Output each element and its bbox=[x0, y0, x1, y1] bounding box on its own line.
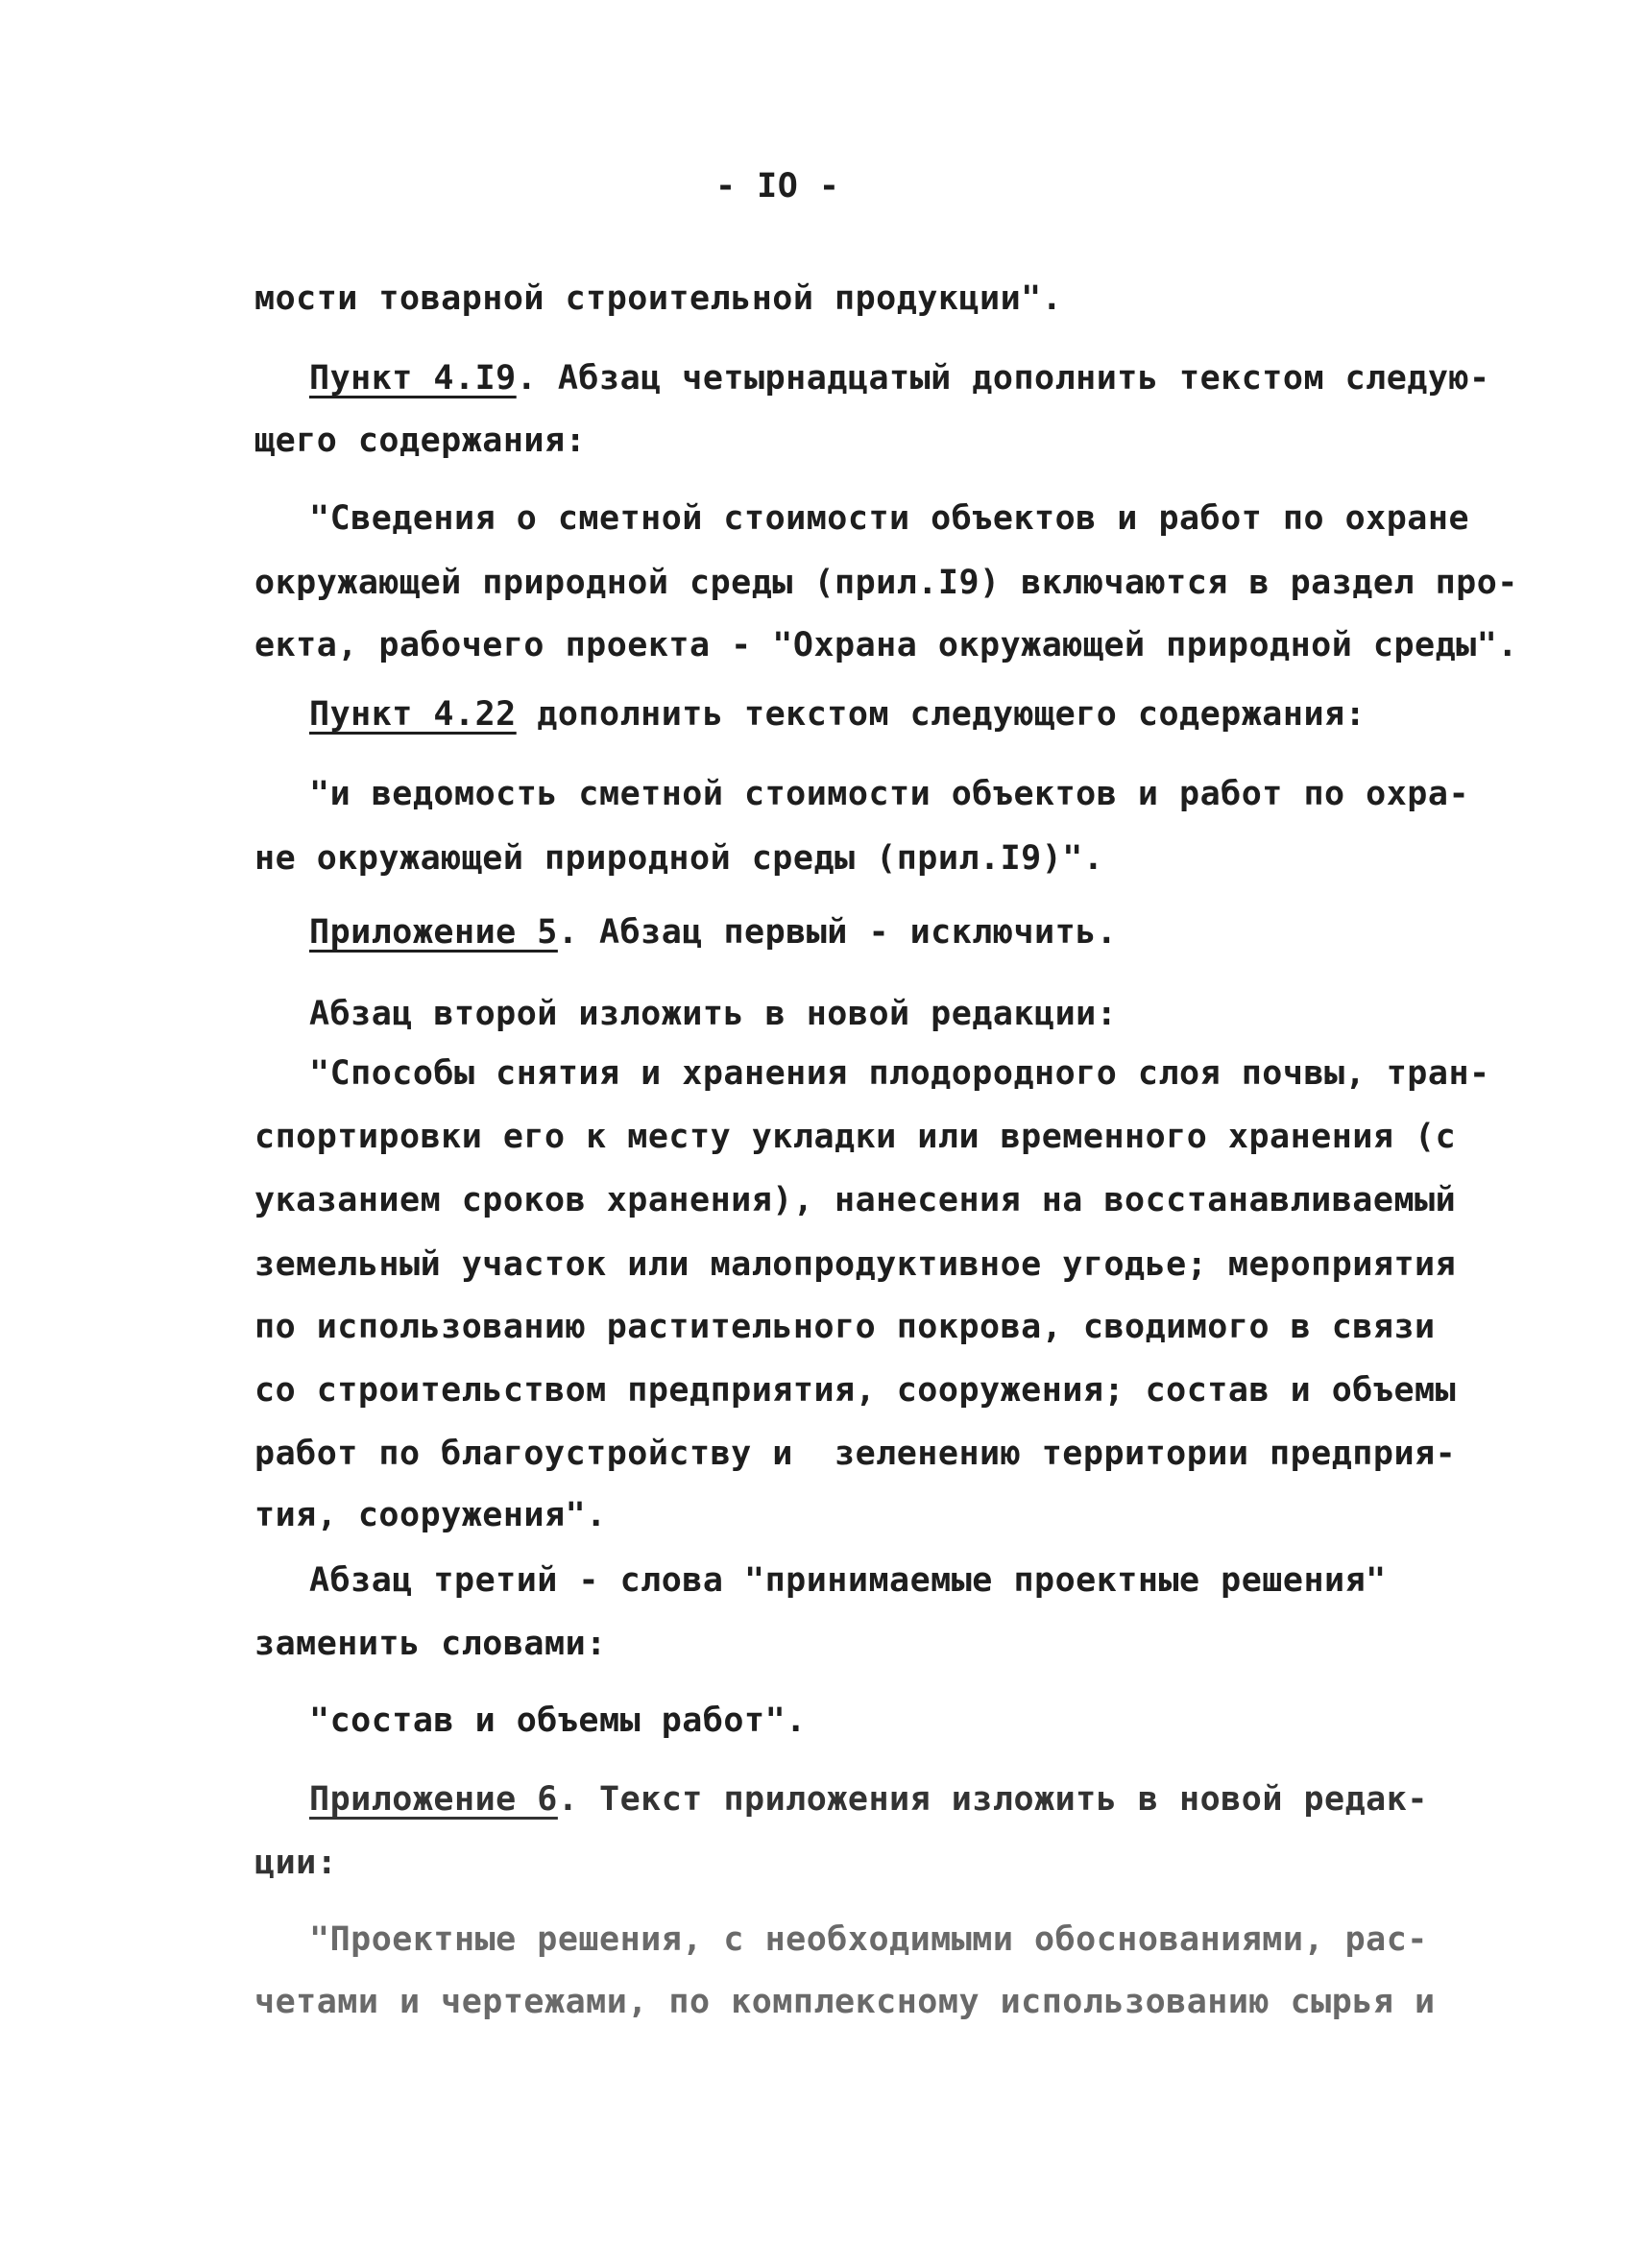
text-line-remainder: . Абзац четырнадцатый дополнить текстом следую- bbox=[516, 359, 1490, 398]
text-line-remainder: . Абзац первый - исключить. bbox=[557, 913, 1118, 952]
section-reference-appendix-6: Приложение 6 bbox=[309, 1780, 558, 1819]
text-line: Абзац второй изложить в новой редакции: bbox=[309, 995, 1118, 1033]
text-line: екта, рабочего проекта - "Охрана окружающей природной среды". bbox=[254, 626, 1518, 664]
text-line: Абзац третий - слова "принимаемые проектные решения" bbox=[309, 1561, 1387, 1600]
text-line: четами и чертежами, по комплексному использованию сырья и bbox=[254, 1983, 1436, 2021]
text-line: окружающей природной среды (прил.I9) включаются в раздел про- bbox=[254, 564, 1518, 602]
section-reference-4-19: Пункт 4.I9 bbox=[309, 359, 517, 398]
text-line: по использованию растительного покрова, сводимого в связи bbox=[254, 1308, 1436, 1346]
section-reference-4-22: Пункт 4.22 bbox=[309, 695, 517, 734]
text-line: тия, сооружения". bbox=[254, 1496, 607, 1534]
text-line bbox=[309, 357, 1490, 399]
text-line: "Проектные решения, с необходимыми обоснованиями, рас- bbox=[309, 1920, 1428, 1959]
text-line: "Способы снятия и хранения плодородного слоя почвы, тран- bbox=[309, 1054, 1490, 1093]
text-line: не окружающей природной среды (прил.I9)". bbox=[254, 839, 1104, 878]
text-line: земельный участок или малопродуктивное угодье; мероприятия bbox=[254, 1245, 1457, 1284]
text-line: мости товарной строительной продукции". bbox=[254, 279, 1063, 318]
text-line-remainder: дополнить текстом следующего содержания: bbox=[516, 695, 1367, 734]
text-line bbox=[309, 911, 1117, 953]
text-line: спортировки его к месту укладки или временного хранения (с bbox=[254, 1118, 1457, 1156]
text-line bbox=[309, 1778, 1428, 1821]
page-number: - IO - bbox=[715, 167, 840, 205]
text-line: работ по благоустройству и зеленению территории предприя- bbox=[254, 1435, 1457, 1473]
text-line-remainder: . Текст приложения изложить в новой редак- bbox=[557, 1780, 1428, 1819]
text-line: указанием сроков хранения), нанесения на восстанавливаемый bbox=[254, 1181, 1457, 1219]
text-line: щего содержания: bbox=[254, 422, 587, 460]
text-line: ции: bbox=[254, 1844, 338, 1882]
text-line: заменить словами: bbox=[254, 1625, 607, 1663]
section-reference-appendix-5: Приложение 5 bbox=[309, 913, 558, 952]
text-line: "Сведения о сметной стоимости объектов и работ по охране bbox=[309, 499, 1470, 538]
text-line bbox=[309, 693, 1366, 736]
text-line: со строительством предприятия, сооружения; состав и объемы bbox=[254, 1371, 1457, 1410]
text-line: "состав и объемы работ". bbox=[309, 1701, 807, 1740]
text-line: "и ведомость сметной стоимости объектов и работ по охра- bbox=[309, 775, 1470, 813]
